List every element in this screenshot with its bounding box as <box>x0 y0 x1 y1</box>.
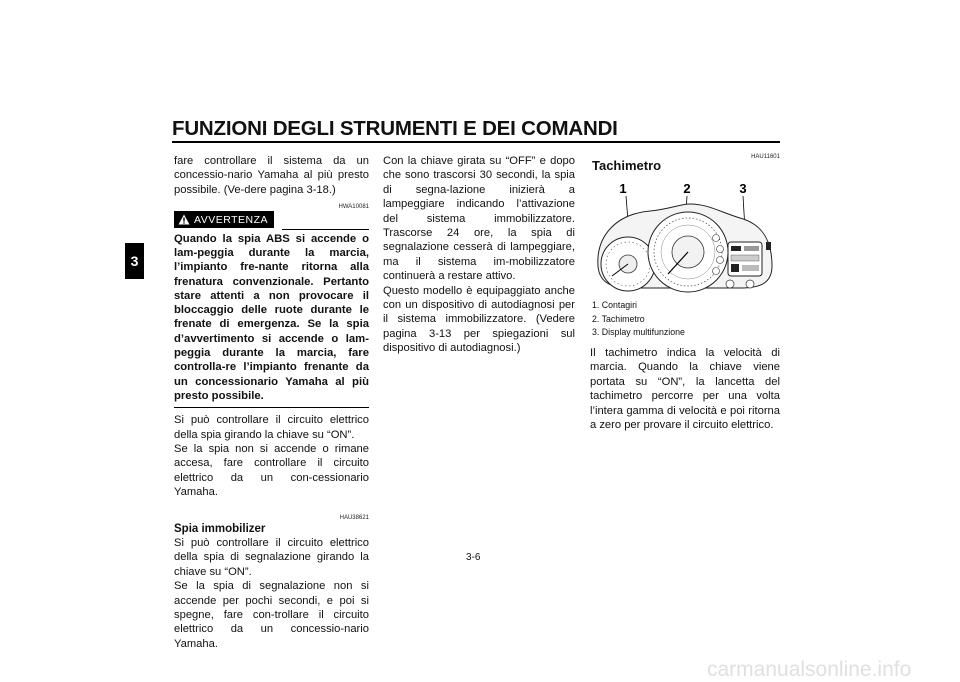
paragraph: Si può controllare il circuito elettrico della spia di segnalazione girando la chiave su “ON”. <box>174 537 369 578</box>
header-rule <box>172 141 780 143</box>
instrument-cluster-figure <box>590 178 780 296</box>
callout-1: 1 <box>619 181 627 196</box>
instrument-cluster-illustration <box>590 178 780 296</box>
paragraph: Se la spia di segnalazione non si accende per pochi secondi, e poi si spegne, fare con-trollare il circuito elettrico da un concessio-nario Yamaha. <box>174 580 369 650</box>
warning-text: Quando la spia ABS si accende o lam-peggia durante la marcia, l’impianto fre-nante ritorna alla frenatura convenzionale. Pertanto stare attenti a non provocare il bloccaggio delle ruote durante le frenate di emergenza. Se la spia d’avvertimento si accende o lam-peggia durante la marcia, fare controlla-re l’impianto frenante da un concessionario Yamaha al più presto possibile. <box>174 232 369 402</box>
callout-3: 3 <box>739 181 747 196</box>
section-code: HAU38621 <box>339 514 369 521</box>
column-2 <box>383 154 575 356</box>
warning-header <box>174 211 274 228</box>
paragraph: Il tachimetro indica la velocità di marcia. Quando la chiave viene portata su “ON”, la lancetta del tachimetro percorre per una volta l’intera gamma di velocità e poi ritorna a zero per provare il circuito elettrico. <box>590 347 780 432</box>
paragraph: Se la spia non si accende o rimane accesa, fare controllare il circuito elettrico da un con-cessionario Yamaha. <box>174 443 369 499</box>
warning-triangle-icon <box>178 214 190 225</box>
column-3 <box>590 346 780 432</box>
caption-item: 3. Display multifunzione <box>592 327 685 337</box>
warning-label: AVVERTENZA <box>194 213 269 226</box>
warning-box <box>174 203 369 408</box>
page-number: 3-6 <box>466 552 481 563</box>
caption-item: 1. Contagiri <box>592 300 637 310</box>
paragraph: Si può controllare il circuito elettrico della spia girando la chiave su “ON”. <box>174 414 369 441</box>
warning-code: HWA10081 <box>338 204 369 211</box>
section-title: Tachimetro <box>592 158 662 173</box>
warning-line <box>282 229 369 230</box>
section-code: HAU11601 <box>751 154 780 160</box>
caption-item: 2. Tachimetro <box>592 313 645 324</box>
warning-end-rule <box>174 407 369 408</box>
chapter-tab: 3 <box>125 243 144 279</box>
paragraph: Questo modello è equipaggiato anche con un dispositivo di autodiagnosi per il sistema immobilizzatore. (Vedere pagina 3-13 per spiegazioni sul dispositivo di autodiagnosi.) <box>383 284 575 355</box>
paragraph: Con la chiave girata su “OFF” e dopo che sono trascorsi 30 secondi, la spia di segna-lazione inizierà a lampeggiare indicando l’attivazione del sistema immobilizzatore. Trascorse 24 ore, la spia di segnalazione cesserà di lampeggiare, ma il sistema im-mobilizzatore continuerà a restare attivo. <box>383 155 575 283</box>
paragraph: fare controllare il sistema da un concessio-nario Yamaha al più presto possibile. (Ve-dere pagina 3-18.) <box>174 155 369 196</box>
page-title: FUNZIONI DEGLI STRUMENTI E DEI COMANDI <box>172 117 618 140</box>
column-1 <box>174 154 369 651</box>
callout-2: 2 <box>683 181 691 196</box>
figure-captions <box>592 299 685 340</box>
section-title: Spia immobilizer <box>174 522 266 535</box>
watermark: carmanualsonline.info <box>707 658 912 681</box>
